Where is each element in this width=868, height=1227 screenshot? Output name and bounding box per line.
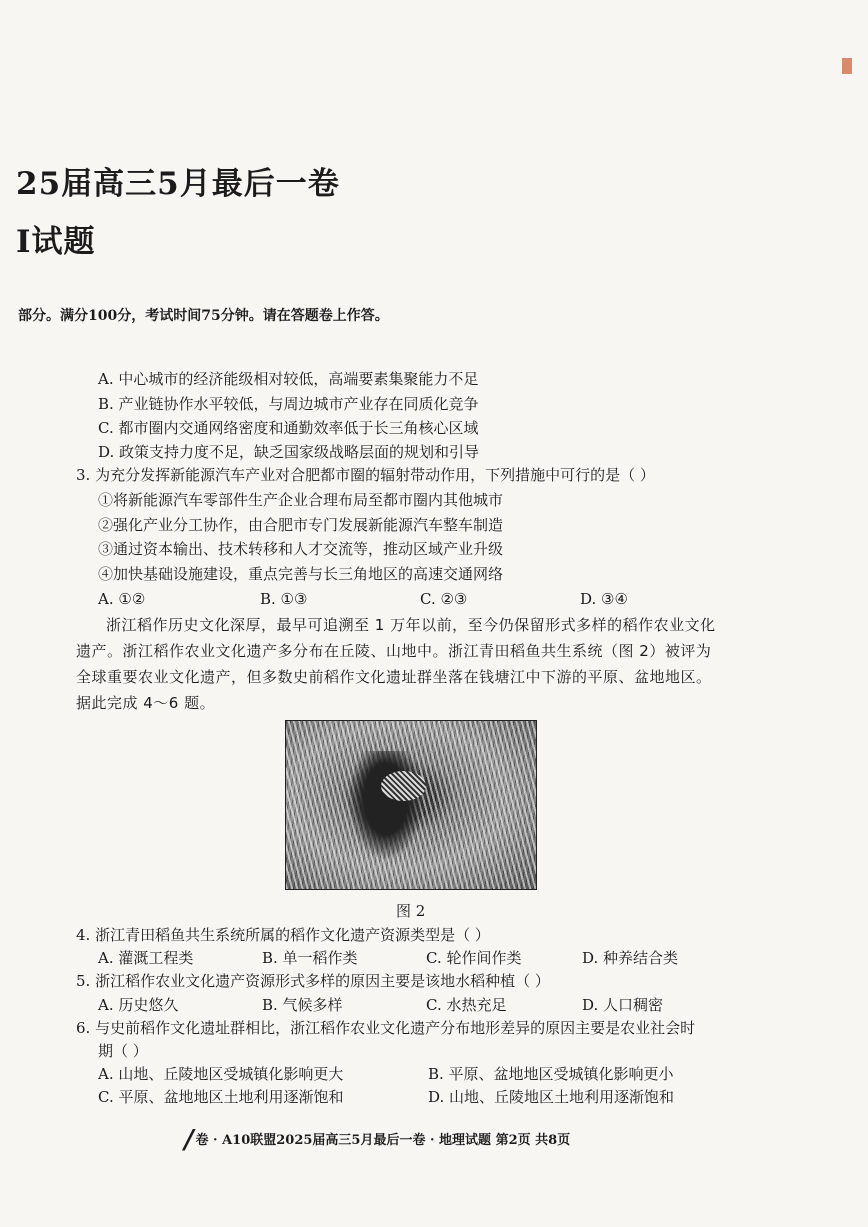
q6-option-b: B. 平原、盆地地区受城镇化影响更小 bbox=[428, 1065, 674, 1083]
q2-option-d: D. 政策支持力度不足，缺乏国家级战略层面的规划和引导 bbox=[98, 443, 480, 461]
q3-option-b: B. ①③ bbox=[260, 590, 308, 608]
q6-stem-line2: 期（ ） bbox=[98, 1042, 148, 1060]
q5-option-b: B. 气候多样 bbox=[262, 996, 343, 1014]
q3-item-4: ④加快基础设施建设，重点完善与长三角地区的高速交通网络 bbox=[98, 565, 504, 583]
q3-option-c: C. ②③ bbox=[420, 590, 468, 608]
exam-notice: 部分。满分100分，考试时间75分钟。请在答题卷上作答。 bbox=[18, 308, 389, 324]
q3-stem: 3. 为充分发挥新能源汽车产业对合肥都市圈的辐射带动作用，下列措施中可行的是（ ） bbox=[76, 466, 655, 484]
q2-option-b: B. 产业链协作水平较低，与周边城市产业存在同质化竞争 bbox=[98, 395, 479, 413]
exam-title-line1: 25届高三5月最后一卷 bbox=[16, 166, 340, 202]
q6-option-a: A. 山地、丘陵地区受城镇化影响更大 bbox=[98, 1065, 344, 1083]
figure-caption: 图 2 bbox=[396, 902, 426, 920]
q5-stem: 5. 浙江稻作农业文化遗产资源形式多样的原因主要是该地水稻种植（ ） bbox=[76, 972, 550, 990]
q4-option-a: A. 灌溉工程类 bbox=[98, 949, 194, 967]
q4-option-b: B. 单一稻作类 bbox=[262, 949, 358, 967]
q6-option-d: D. 山地、丘陵地区土地利用逐渐饱和 bbox=[428, 1088, 675, 1106]
passage-line-1: 浙江稻作历史文化深厚，最早可追溯至 1 万年以前，至今仍保留形式多样的稻作农业文化 bbox=[106, 616, 716, 634]
passage-line-4: 据此完成 4～6 题。 bbox=[76, 694, 216, 712]
footer-text: 卷 · A10联盟2025届高三5月最后一卷 · 地理试题 第2页 共8页 bbox=[195, 1133, 571, 1148]
fish-basket bbox=[381, 771, 426, 801]
page-footer bbox=[184, 1125, 570, 1155]
passage-line-3: 全球重要农业文化遗产，但多数史前稻作文化遗址群坐落在钱塘江中下游的平原、盆地地区。 bbox=[76, 668, 712, 686]
q6-option-c: C. 平原、盆地地区土地利用逐渐饱和 bbox=[98, 1088, 344, 1106]
q2-option-a: A. 中心城市的经济能级相对较低，高端要素集聚能力不足 bbox=[98, 370, 479, 388]
q3-item-1: ①将新能源汽车零部件生产企业合理布局至都市圈内其他城市 bbox=[98, 491, 504, 509]
q2-option-c: C. 都市圈内交通网络密度和通勤效率低于长三角核心区域 bbox=[98, 419, 479, 437]
rice-fish-photo bbox=[285, 720, 537, 890]
brand-logo-icon: / bbox=[184, 1125, 194, 1155]
passage-line-2: 遗产。浙江稻作农业文化遗产多分布在丘陵、山地中。浙江青田稻鱼共生系统（图 2）被评为 bbox=[76, 642, 712, 660]
q4-option-d: D. 种养结合类 bbox=[582, 949, 679, 967]
q5-option-c: C. 水热充足 bbox=[426, 996, 507, 1014]
q5-option-d: D. 人口稠密 bbox=[582, 996, 664, 1014]
q4-option-c: C. 轮作间作类 bbox=[426, 949, 522, 967]
q6-stem-line1: 6. 与史前稻作文化遗址群相比，浙江稻作农业文化遗产分布地形差异的原因主要是农业社会时 bbox=[76, 1019, 696, 1037]
q3-item-2: ②强化产业分工协作，由合肥市专门发展新能源汽车整车制造 bbox=[98, 516, 504, 534]
q3-item-3: ③通过资本输出、技术转移和人才交流等，推动区域产业升级 bbox=[98, 540, 504, 558]
page-edge-mark bbox=[842, 58, 852, 74]
passage bbox=[76, 612, 746, 716]
q3-option-a: A. ①② bbox=[98, 590, 146, 608]
q4-stem: 4. 浙江青田稻鱼共生系统所属的稻作文化遗产资源类型是（ ） bbox=[76, 926, 490, 944]
q5-option-a: A. 历史悠久 bbox=[98, 996, 179, 1014]
farmers-figure bbox=[341, 751, 431, 871]
q3-option-d: D. ③④ bbox=[580, 590, 628, 608]
exam-title-line2: I试题 bbox=[16, 224, 96, 260]
